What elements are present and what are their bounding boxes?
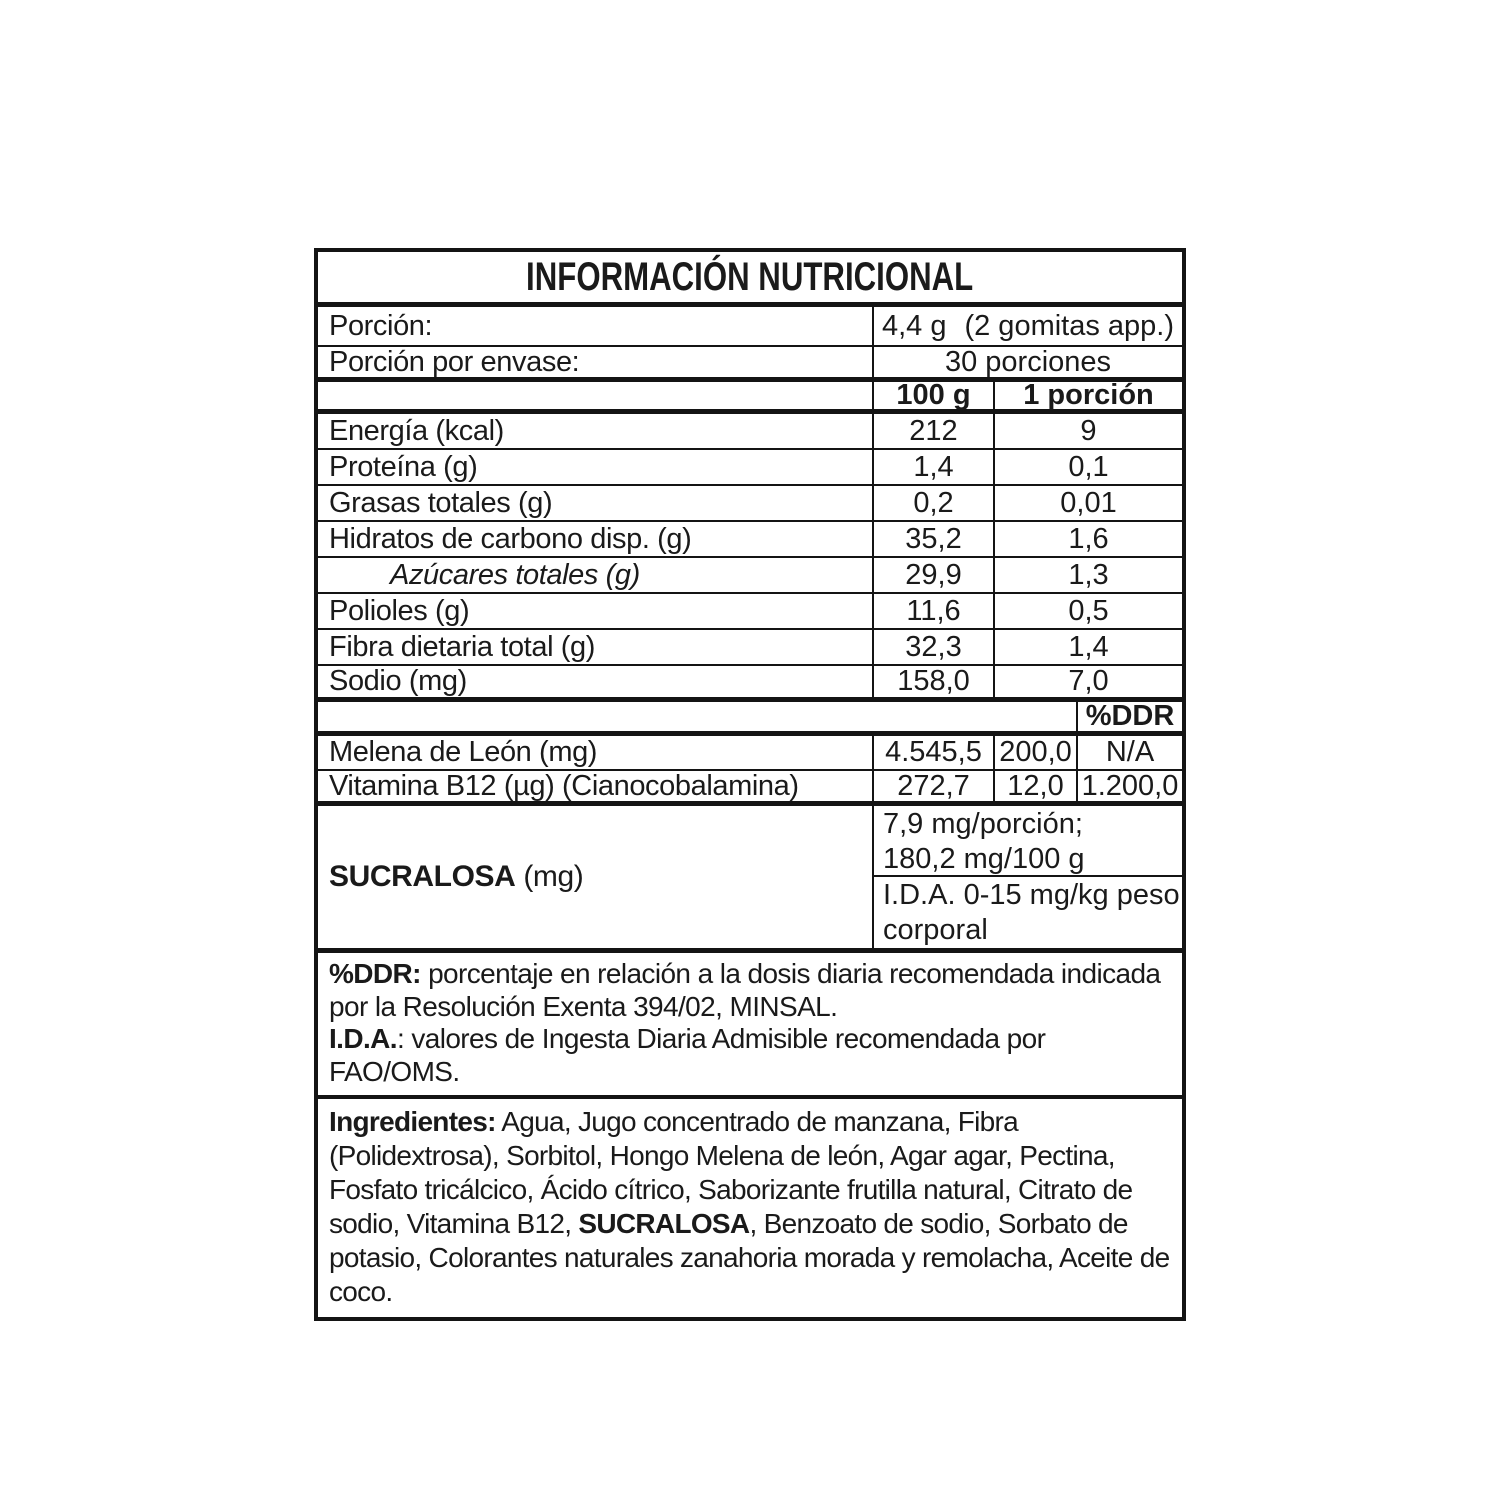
sucralosa-ida-cell [874, 877, 1182, 948]
servings-per-container-value: 30 porciones [944, 345, 1112, 378]
ddr-header-row [318, 702, 1182, 736]
nutrient-row-melena [318, 736, 1182, 771]
nutrient-row-polioles [318, 594, 1182, 630]
sucralosa-dose-line2: 180,2 mg/100 g [883, 843, 1085, 875]
sucralosa-row [318, 806, 1182, 953]
nutrient-label: Energía (kcal) [318, 414, 874, 448]
footnotes-section [318, 953, 1182, 1099]
value-per-100g: 158,0 [874, 666, 995, 697]
ddr-footnote: %DDR: porcentaje en relación a la dosis diaria recomendada indicada por la Resolución Exenta 394/02, MINSAL. [329, 958, 1161, 1022]
value-per-100g: 32,3 [874, 630, 995, 664]
value-per-100g: 1,4 [874, 450, 995, 484]
ingredients-section [318, 1099, 1182, 1317]
nutrient-label: Hidratos de carbono disp. (g) [318, 522, 874, 556]
ddr-header-label: %DDR [1085, 700, 1175, 732]
servings-per-container-row [318, 347, 1182, 382]
ddr-header-spacer [318, 702, 1078, 731]
nutrient-row-fibra [318, 630, 1182, 666]
nutrient-label: Azúcares totales (g) [318, 558, 874, 592]
nutrition-facts-table [314, 248, 1186, 1321]
value-per-portion: 12,0 [995, 771, 1078, 801]
ingredients-list-1: Agua, Jugo concentrado de manzana, Fibra (Polidextrosa), Sorbitol, Hongo Melena de león, Agar agar, Pectina, Fosfato tricálcico, Ácido cítrico, Saborizante frutilla natural, Citrato de sodio, Vitamina B12, [329, 1106, 1133, 1239]
ingredients-list-2: , Benzoato de sodio, Sorbato de potasio, Colorantes naturales zanahoria morada y remolacha, Aceite de coco. [329, 1208, 1170, 1307]
value-ddr: N/A [1105, 736, 1155, 768]
sucralosa-name: SUCRALOSA (mg) [329, 860, 584, 893]
serving-note: (2 gomitas app.) [964, 309, 1175, 342]
nutrient-label: Sodio (mg) [318, 666, 874, 697]
servings-per-container-label: Porción por envase: [318, 347, 874, 377]
nutrient-row-grasas [318, 486, 1182, 522]
value-per-portion: 1,4 [1068, 630, 1109, 663]
value-per-portion: 0,01 [1060, 486, 1117, 519]
column-header-portion: 1 porción [1023, 379, 1154, 411]
ingredients-sucralosa: SUCRALOSA [578, 1208, 750, 1239]
ida-footnote: I.D.A.: valores de Ingesta Diaria Admisible recomendada por FAO/OMS. [329, 1023, 1046, 1087]
value-per-100g: 272,7 [874, 771, 995, 801]
nutrient-row-proteina [318, 450, 1182, 486]
value-per-100g: 29,9 [874, 558, 995, 592]
nutrient-label: Proteína (g) [318, 450, 874, 484]
nutrient-label: Melena de León (mg) [318, 736, 874, 769]
sucralosa-dose-cell [874, 806, 1182, 877]
nutrient-label: Fibra dietaria total (g) [318, 630, 874, 664]
value-ddr: 1.200,0 [1081, 769, 1179, 802]
serving-size-row [318, 307, 1182, 347]
column-header-100g: 100 g [874, 382, 995, 409]
column-header-row [318, 379, 1182, 414]
nutrient-row-sodio [318, 666, 1182, 702]
ingredients-term: Ingredientes: [329, 1106, 496, 1137]
sucralosa-dose-line1: 7,9 mg/porción; [883, 808, 1083, 840]
value-per-portion: 200,0 [995, 736, 1078, 769]
value-per-100g: 35,2 [874, 522, 995, 556]
value-per-portion: 1,3 [1068, 558, 1109, 591]
nutrient-row-hidratos [318, 522, 1182, 558]
value-per-100g: 11,6 [874, 594, 995, 628]
sucralosa-label [318, 806, 874, 948]
serving-amount: 4,4 g [881, 309, 947, 342]
value-per-portion: 7,0 [1068, 665, 1109, 697]
value-per-portion: 0,5 [1068, 594, 1109, 627]
value-per-100g: 0,2 [874, 486, 995, 520]
value-per-portion: 9 [1080, 414, 1097, 447]
nutrient-label: Polioles (g) [318, 594, 874, 628]
sucralosa-ida-line2: corporal [883, 914, 988, 946]
serving-size-label: Porción: [318, 307, 874, 345]
sucralosa-ida-line1: I.D.A. 0-15 mg/kg peso [883, 879, 1180, 911]
nutrient-row-azucares [318, 558, 1182, 594]
value-per-portion: 0,1 [1068, 450, 1109, 483]
value-per-100g: 4.545,5 [874, 736, 995, 769]
nutrient-label: Grasas totales (g) [318, 486, 874, 520]
nutrient-row-vitamina-b12 [318, 771, 1182, 806]
table-title: INFORMACIÓN NUTRICIONAL [526, 254, 974, 299]
nutrient-row-energia [318, 414, 1182, 450]
serving-size-value [874, 310, 1182, 343]
nutrient-label: Vitamina B12 (µg) (Cianocobalamina) [318, 771, 874, 801]
table-title-row [318, 252, 1182, 307]
column-header-spacer [318, 382, 874, 409]
value-per-portion: 1,6 [1068, 522, 1109, 555]
sucralosa-values [874, 806, 1182, 948]
value-per-100g: 212 [874, 414, 995, 448]
